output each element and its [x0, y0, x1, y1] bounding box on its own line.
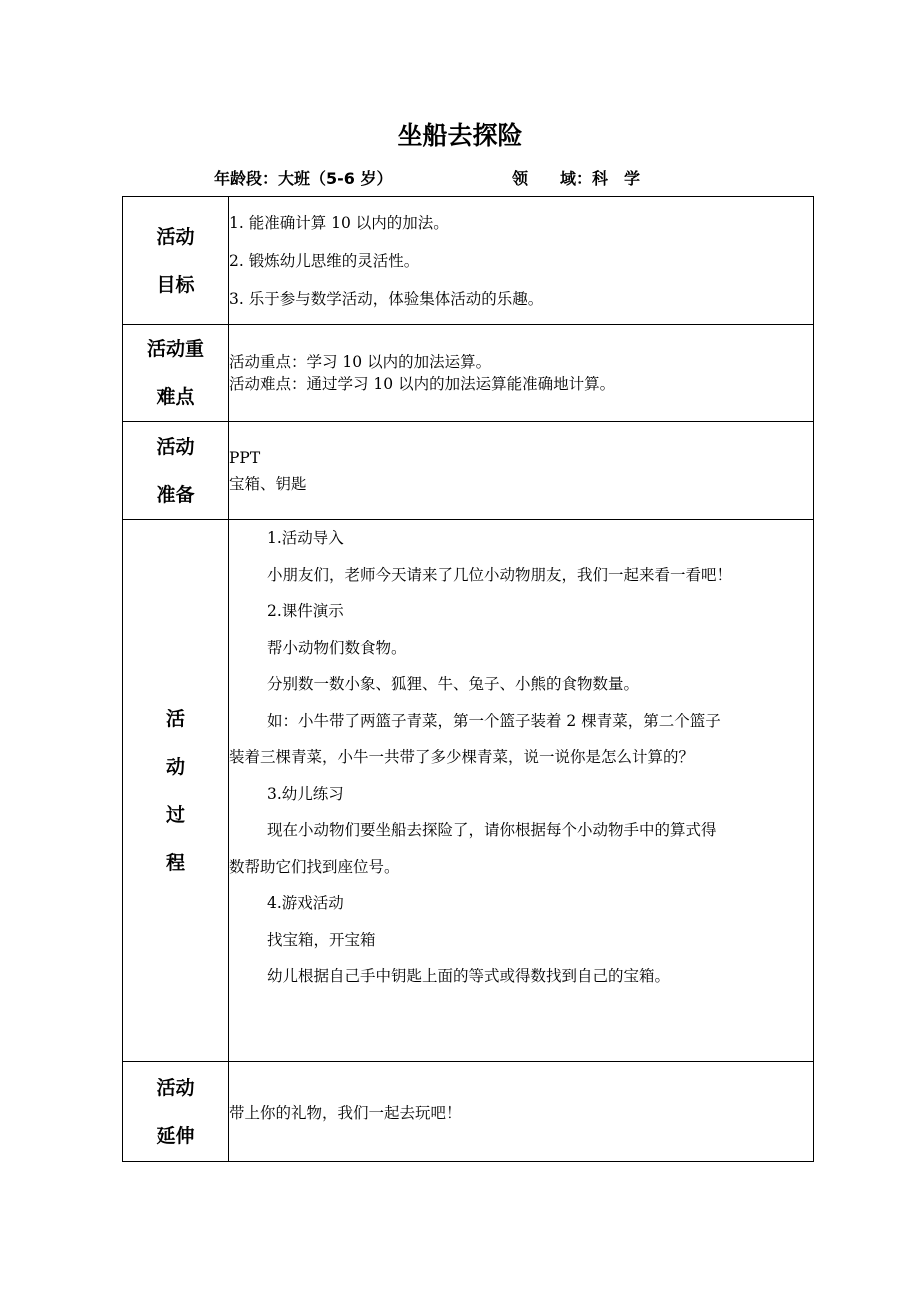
key-points-content: [229, 325, 814, 422]
document-title: 坐船去探险: [397, 121, 523, 150]
objectives-label: 活动 目标: [123, 197, 229, 325]
key-points-label: 活动重 难点: [123, 325, 229, 422]
prep-item: 宝箱、钥匙: [229, 474, 307, 493]
step-text: 幼儿根据自己手中钥匙上面的等式或得数找到自己的宝箱。: [267, 967, 671, 985]
objective-item: 2. 锻炼幼儿思维的灵活性。: [229, 251, 420, 270]
extension-content: [229, 1062, 814, 1162]
step-text: 帮小动物们数食物。: [267, 638, 407, 657]
objectives-content: [229, 197, 814, 325]
step-text: 现在小动物们要坐船去探险了，请你根据每个小动物手中的算式得: [267, 821, 717, 839]
process-row: [123, 520, 814, 1062]
preparation-label: 活动 准备: [123, 422, 229, 520]
step-text: 分别数一数小象、狐狸、牛、兔子、小熊的食物数量。: [267, 675, 640, 693]
step-heading: 3.幼儿练习: [267, 784, 344, 803]
step-text: 数帮助它们找到座位号。: [229, 857, 400, 876]
key-focus: 活动重点：学习 10 以内的加法运算。: [229, 353, 492, 371]
process-content: [229, 520, 814, 1062]
lesson-plan-table: [122, 196, 814, 1162]
key-points-row: [123, 325, 814, 422]
process-label: 活 动 过 程: [123, 520, 229, 1062]
extension-text: 带上你的礼物，我们一起去玩吧！: [229, 1103, 462, 1122]
prep-item: PPT: [229, 448, 261, 467]
age-group: 年龄段：大班（5-6 岁）: [214, 169, 393, 188]
step-text: 如：小牛带了两篮子青菜，第一个篮子装着 2 棵青菜，第二个篮子: [267, 711, 721, 730]
extension-row: [123, 1062, 814, 1162]
subject-domain: 领 域：科 学: [512, 169, 641, 188]
step-heading: 1.活动导入: [267, 529, 344, 547]
step-text: 小朋友们，老师今天请来了几位小动物朋友，我们一起来看一看吧！: [267, 565, 733, 584]
step-heading: 4.游戏活动: [267, 894, 344, 912]
step-text: 找宝箱，开宝箱: [267, 930, 376, 949]
objective-item: 3. 乐于参与数学活动，体验集体活动的乐趣。: [229, 289, 544, 308]
step-heading: 2.课件演示: [267, 602, 344, 620]
objectives-row: [123, 197, 814, 325]
extension-label: 活动 延伸: [123, 1062, 229, 1162]
key-difficulty: 活动难点：通过学习 10 以内的加法运算能准确地计算。: [229, 375, 616, 393]
preparation-row: [123, 422, 814, 520]
preparation-content: [229, 422, 814, 520]
step-text: 装着三棵青菜，小牛一共带了多少棵青菜，说一说你是怎么计算的？: [229, 748, 695, 766]
objective-item: 1. 能准确计算 10 以内的加法。: [229, 213, 449, 232]
